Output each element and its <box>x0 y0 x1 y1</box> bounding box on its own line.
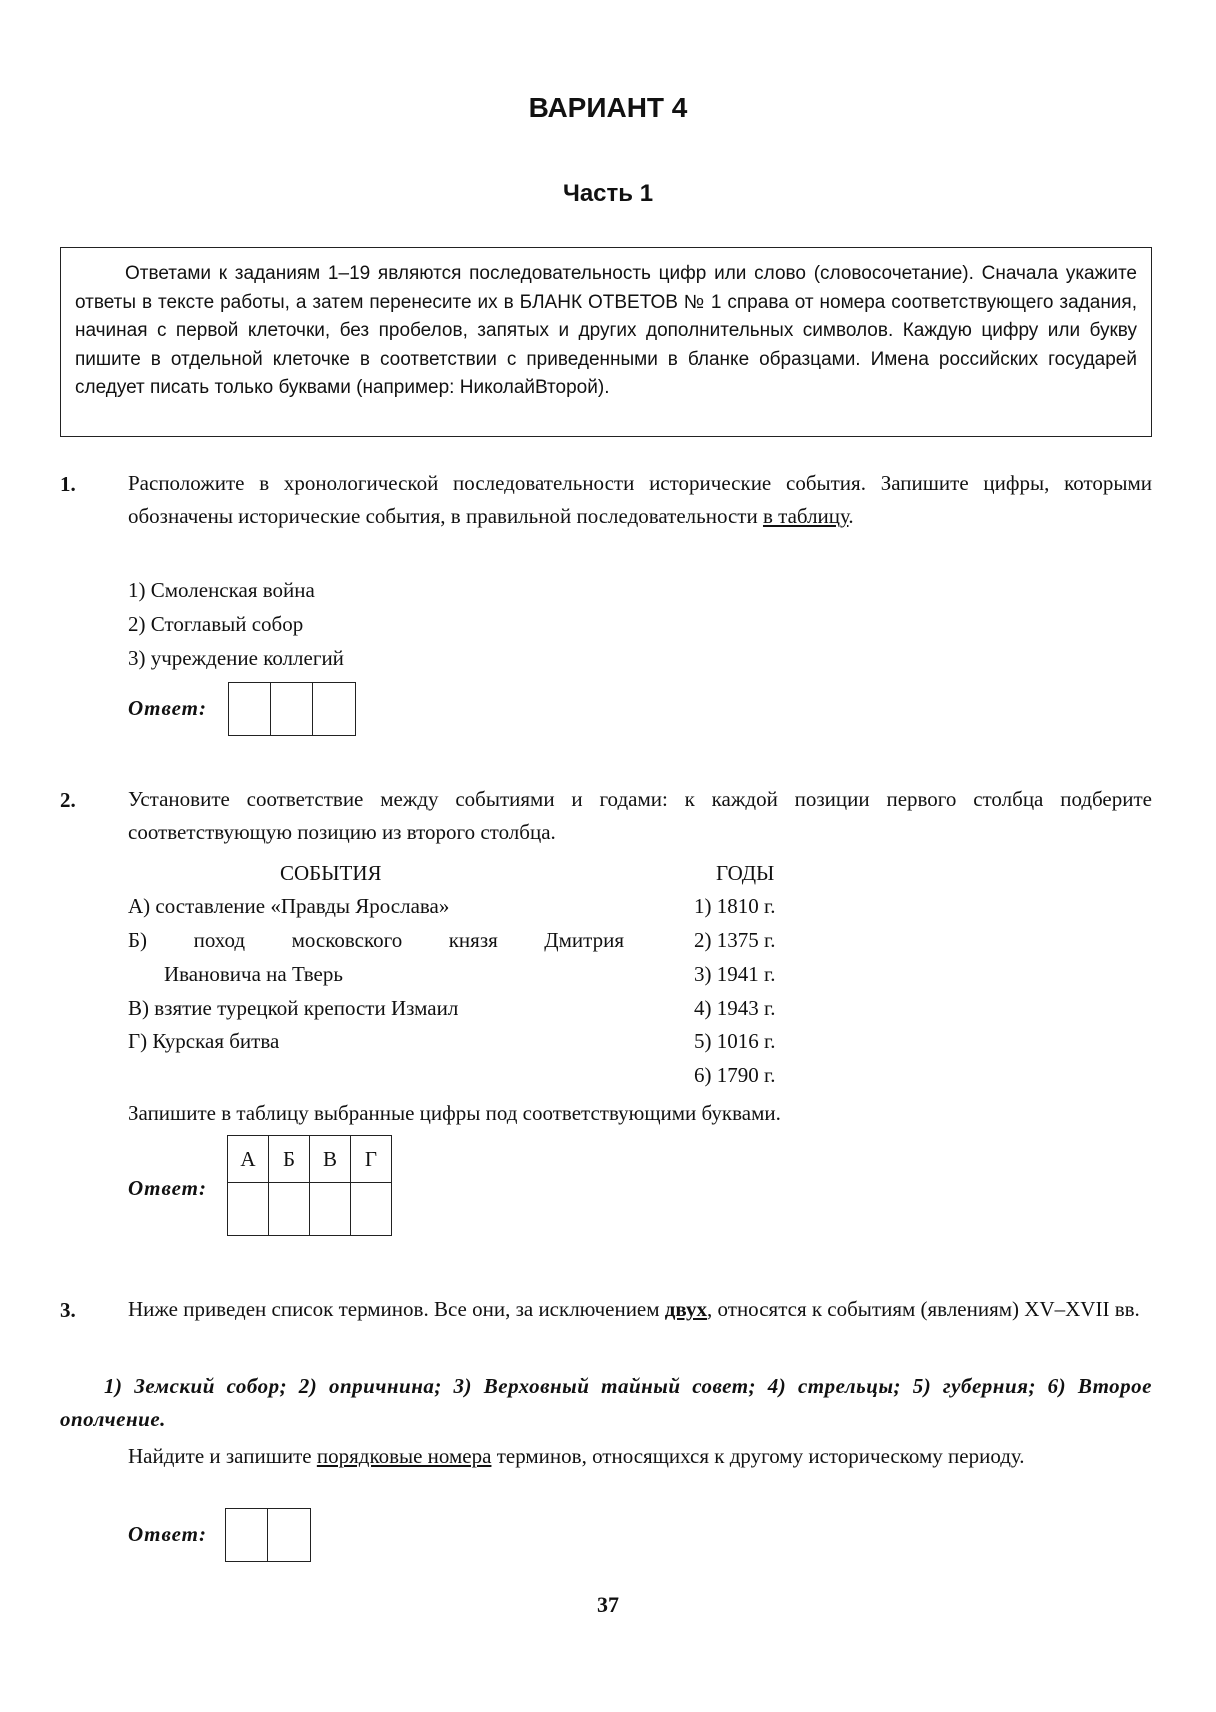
question-3-task <box>128 1440 1152 1473</box>
question-3-terms-text: 1) Земский собор; 2) опричнина; 3) Верховный тайный совет; 4) стрельцы; 5) губерния; 6) Второе ополчение. <box>60 1374 1152 1431</box>
answer-cell[interactable] <box>269 1183 310 1236</box>
question-3-text <box>128 1293 1152 1326</box>
question-1-answer-cells <box>228 682 356 736</box>
year-item: 2) 1375 г. <box>694 928 776 952</box>
question-3-text-emphasis: двух <box>664 1297 708 1321</box>
year-item: 3) 1941 г. <box>694 962 776 986</box>
answer-cell[interactable] <box>228 1183 269 1236</box>
question-1-text-underlined: в таблицу <box>762 504 849 528</box>
question-1-text-main: Расположите в хронологической последовательности исторические события. Запишите цифры, которыми обозначены исторические события, в правильной последовательности <box>128 471 1152 528</box>
question-1-option: 1) Смоленская война <box>128 578 315 602</box>
answer-table-header: А <box>228 1136 269 1183</box>
question-1-option: 2) Стоглавый собор <box>128 612 304 636</box>
question-2-answer-label: Ответ: <box>128 1176 207 1200</box>
question-3-number: 3. <box>60 1298 76 1322</box>
event-item: Б) поход московского князя Дмитрия <box>128 928 624 952</box>
page-number: 37 <box>597 1592 619 1617</box>
instructions-box <box>60 247 1152 437</box>
question-2-text: Установите соответствие между событиями и годами: к каждой позиции первого столбца подберите соответствующую позицию из второго столбца. <box>128 787 1152 844</box>
question-3-text-main: Ниже приведен список терминов. Все они, за исключением <box>128 1297 665 1321</box>
year-item: 5) 1016 г. <box>694 1029 776 1053</box>
question-3-answer-label: Ответ: <box>128 1522 207 1546</box>
question-1-number: 1. <box>60 472 76 496</box>
part-title: Часть 1 <box>562 180 654 207</box>
events-column-header: СОБЫТИЯ <box>280 861 382 885</box>
question-1-text-end: . <box>848 504 854 528</box>
event-item: Г) Курская битва <box>128 1029 280 1053</box>
question-2-answer-table <box>227 1135 392 1236</box>
question-2-instruction: Запишите в таблицу выбранные цифры под соответствующими буквами. <box>128 1101 781 1125</box>
answer-cell[interactable] <box>313 683 355 735</box>
years-column-header: ГОДЫ <box>716 861 775 885</box>
question-2-number: 2. <box>60 788 76 812</box>
question-1-text <box>128 467 1152 533</box>
answer-cell[interactable] <box>268 1509 310 1561</box>
answer-cell[interactable] <box>271 683 313 735</box>
question-3-task-main: Найдите и запишите <box>128 1444 317 1468</box>
question-3-answer-cells <box>225 1508 311 1562</box>
event-item-continuation: Ивановича на Тверь <box>164 962 343 986</box>
year-item: 1) 1810 г. <box>694 894 776 918</box>
question-3-task-end: терминов, относящихся к другому историческому периоду. <box>491 1444 1025 1468</box>
year-item: 4) 1943 г. <box>694 996 776 1020</box>
variant-title: ВАРИАНТ 4 <box>528 92 688 123</box>
answer-cell[interactable] <box>229 683 271 735</box>
answer-table-header: Б <box>269 1136 310 1183</box>
answer-cell[interactable] <box>310 1183 351 1236</box>
question-3-terms <box>60 1370 1152 1436</box>
question-3-task-underlined: порядковые номера <box>316 1444 492 1468</box>
question-1-answer-label: Ответ: <box>128 696 207 720</box>
question-1-option: 3) учреждение коллегий <box>128 646 344 670</box>
year-item: 6) 1790 г. <box>694 1063 776 1087</box>
answer-table-header-row <box>228 1136 392 1183</box>
question-3-text-end: , относятся к событиям (явлениям) XV–XVII вв. <box>707 1297 1140 1321</box>
answer-cell[interactable] <box>351 1183 392 1236</box>
answer-table-header: Г <box>351 1136 392 1183</box>
answer-table-header: В <box>310 1136 351 1183</box>
answer-table-input-row <box>228 1183 392 1236</box>
event-item: В) взятие турецкой крепости Измаил <box>128 996 459 1020</box>
event-item: А) составление «Правды Ярослава» <box>128 894 450 918</box>
answer-cell[interactable] <box>226 1509 268 1561</box>
instructions-text: Ответами к заданиям 1–19 являются последовательность цифр или слово (словосочетание). Сначала укажите ответы в тексте работы, а затем перенесите их в БЛАНК ОТВЕТОВ № 1 справа от номера соответствующего задания, начиная с первой клеточки, без пробелов, запятых и других дополнительных символов. Каждую цифру или букву пишите в отдельной клеточке в соответствии с приведенными в бланке образцами. Имена российских государей следует писать только буквами (например: НиколайВторой). <box>75 263 1137 398</box>
